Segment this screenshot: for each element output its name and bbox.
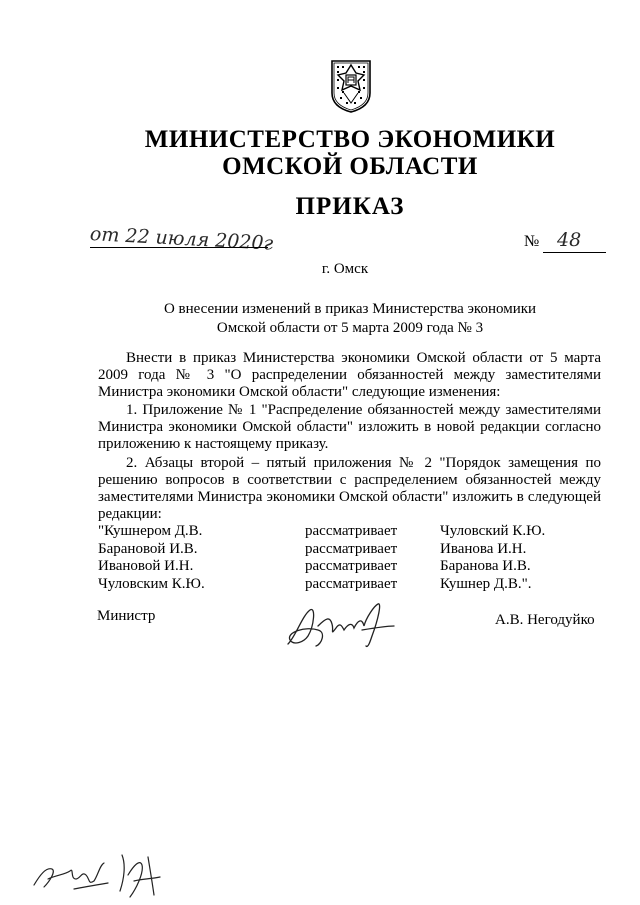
number-underline xyxy=(543,252,606,253)
signatory-position: Министр xyxy=(97,608,156,624)
item-1-paragraph: 1. Приложение № 1 "Распределение обязанностей между заместителями Министра экономики Омской области" изложить в новой редакции согласно приложению к настоящему приказу. xyxy=(98,402,601,452)
substitute-person: Чуловский К.Ю. xyxy=(440,523,546,539)
intro-paragraph: Внести в приказ Министерства экономики Омской области от 5 марта 2009 года № 3 "О распределении обязанностей между заместителями Министра экономики Омской области" следующие изменения: xyxy=(98,350,601,400)
document-type-title: ПРИКАЗ xyxy=(295,193,405,220)
substitute-person: Кушнер Д.В.". xyxy=(440,575,532,592)
table-row xyxy=(88,558,588,576)
substitute-person: Баранова И.В. xyxy=(440,558,531,574)
city-label: г. Омск xyxy=(321,261,369,277)
replaced-person: Ивановой И.Н. xyxy=(98,558,194,574)
item-2-paragraph: 2. Абзацы второй – пятый приложения № 2 "Порядок замещения по решению вопросов в соответствии с распределением обязанностей между заместителями Министра экономики Омской области" изложить в следующей редакции: xyxy=(98,455,601,522)
table-row xyxy=(88,576,588,594)
coat-of-arms-emblem xyxy=(330,59,372,113)
minister-signature xyxy=(282,596,397,652)
body-item-1 xyxy=(98,402,601,453)
replaced-person: "Кушнером Д.В. xyxy=(98,523,203,539)
table-row xyxy=(88,541,588,559)
order-subject xyxy=(110,300,590,338)
body-item-2 xyxy=(98,455,601,523)
replaced-person: Чуловским К.Ю. xyxy=(98,575,205,592)
verb: рассматривает xyxy=(305,558,398,574)
ministry-title-line1: МИНИСТЕРСТВО ЭКОНОМИКИ xyxy=(144,126,556,153)
signatory-name: А.В. Негодуйко xyxy=(495,612,595,628)
replaced-person: Барановой И.В. xyxy=(98,540,198,557)
date-underline xyxy=(90,247,268,248)
substitute-person: Иванова И.Н. xyxy=(440,540,527,557)
replacement-table xyxy=(88,523,588,593)
subject-line-2: Омской области от 5 марта 2009 года № 3 xyxy=(216,320,484,336)
verb: рассматривает xyxy=(305,575,398,592)
number-sign: № xyxy=(524,233,540,250)
handwritten-number: 48 xyxy=(557,229,582,251)
table-row xyxy=(88,523,588,541)
verb: рассматривает xyxy=(305,540,398,557)
ministry-title-line2: ОМСКОЙ ОБЛАСТИ xyxy=(222,153,478,180)
subject-line-1: О внесении изменений в приказ Министерства экономики xyxy=(163,301,537,317)
approval-signatures xyxy=(30,845,165,903)
verb: рассматривает xyxy=(305,523,398,539)
body-intro xyxy=(98,350,601,401)
handwritten-date: от 22 июля 2020г xyxy=(89,223,274,255)
